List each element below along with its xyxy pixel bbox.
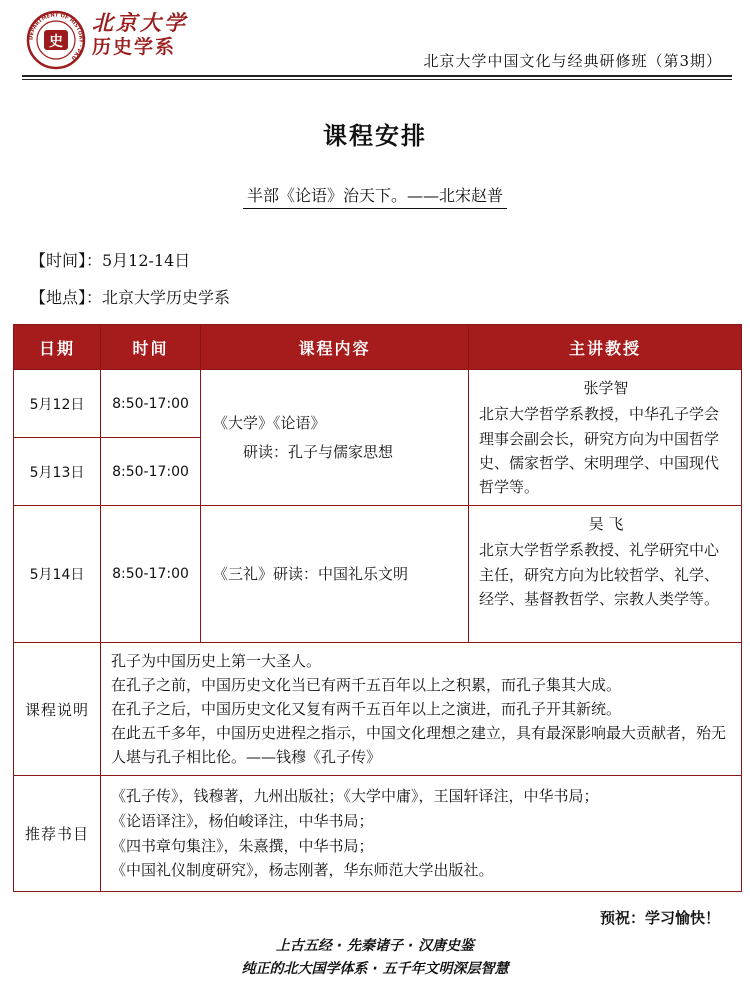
course-cell: 《三礼》研读：中国礼乐文明 [201,506,469,643]
seal-glyph: 史 [49,34,63,50]
professor-cell [469,506,742,643]
table-header-row [14,325,742,370]
epigraph-quote [0,183,750,206]
course-description [101,643,742,776]
time-cell: 8:50-17:00 [101,370,201,438]
professor-cell [469,370,742,506]
table-row [14,370,742,438]
description-line: 在孔子之前，中国历史文化当已有两千五百年以上之积累，而孔子集其大成。 [111,676,622,694]
page-header [0,0,750,80]
date-cell: 5月13日 [14,438,101,506]
book-line: 《孔子传》，钱穆著，九州出版社；《大学中庸》，王国轩译注，中华书局； [111,787,599,805]
description-line: 在此五千多年，中国历史进程之指示，中国文化理想之建立，具有最深影响最大贡献者，殆无人堪与孔子相比伦。——钱穆《孔子传》 [111,724,727,766]
logo-wordmark [92,12,188,58]
reading-list-row [14,776,742,892]
book-line: 《论语译注》，杨伯峻译注，中华书局； [111,811,374,830]
course-description-row [14,643,742,776]
footer-slogan: 上古五经 · 先秦诸子 · 汉唐史鉴 [275,938,475,954]
col-header-date: 日期 [14,325,101,370]
logo-line-department: 历史学系 [92,36,177,59]
col-header-time: 时间 [101,325,201,370]
description-line: 孔子为中国历史上第一大圣人。 [111,652,322,670]
pku-history-seal-icon [26,10,86,70]
course-title: 《大学》《论语》 [213,414,326,432]
reading-list-label: 推荐书目 [14,776,101,892]
reading-list [101,776,742,892]
professor-bio: 北京大学哲学系教授，中华孔子学会理事会副会长，研究方向为中国哲学史、儒家哲学、宋明理学、中国现代哲学等。 [479,405,720,497]
description-line: 在孔子之后，中国历史文化又复有两千五百年以上之演进，而孔子开其新统。 [111,700,622,718]
professor-bio: 北京大学哲学系教授、礼学研究中心主任，研究方向为比较哲学、礼学、经学、基督教哲学、宗教人类学等。 [479,541,720,608]
professor-name: 吴 飞 [588,515,624,533]
time-cell: 8:50-17:00 [101,438,201,506]
book-line: 《四书章句集注》，朱熹撰，中华书局； [111,836,374,855]
professor-name: 张学智 [583,379,629,397]
course-subtitle: 研读：孔子与儒家思想 [243,442,394,461]
epigraph-text: 半部《论语》治天下。——北宋赵普 [243,186,507,209]
seal-ring-text: DEPARTMENT OF HISTORY · PKU [28,12,84,61]
page-title: 课程安排 [323,122,427,150]
col-header-course: 课程内容 [201,325,469,370]
table-row [14,506,742,643]
schedule-table [13,324,742,892]
program-title: 北京大学中国文化与经典研修班（第3期） [423,52,722,70]
date-cell: 5月12日 [14,370,101,438]
date-cell: 5月14日 [14,506,101,643]
header-divider [22,75,732,77]
header-divider-thin [22,79,732,80]
book-line: 《中国礼仪制度研究》，杨志刚著，华东师范大学出版社。 [111,861,494,880]
footer-slogan: 纯正的北大国学体系 · 五千年文明深层智慧 [241,961,509,977]
course-cell [201,370,469,506]
course-description-label: 课程说明 [14,643,101,776]
time-info: 【时间】：5月12-14日 [30,251,191,270]
logo-line-university: 北京大学 [92,10,188,35]
time-cell: 8:50-17:00 [101,506,201,643]
closing-wish: 预祝：学习愉快！ [599,909,720,927]
col-header-professor: 主讲教授 [469,325,742,370]
location-info: 【地点】：北京大学历史学系 [30,288,231,307]
